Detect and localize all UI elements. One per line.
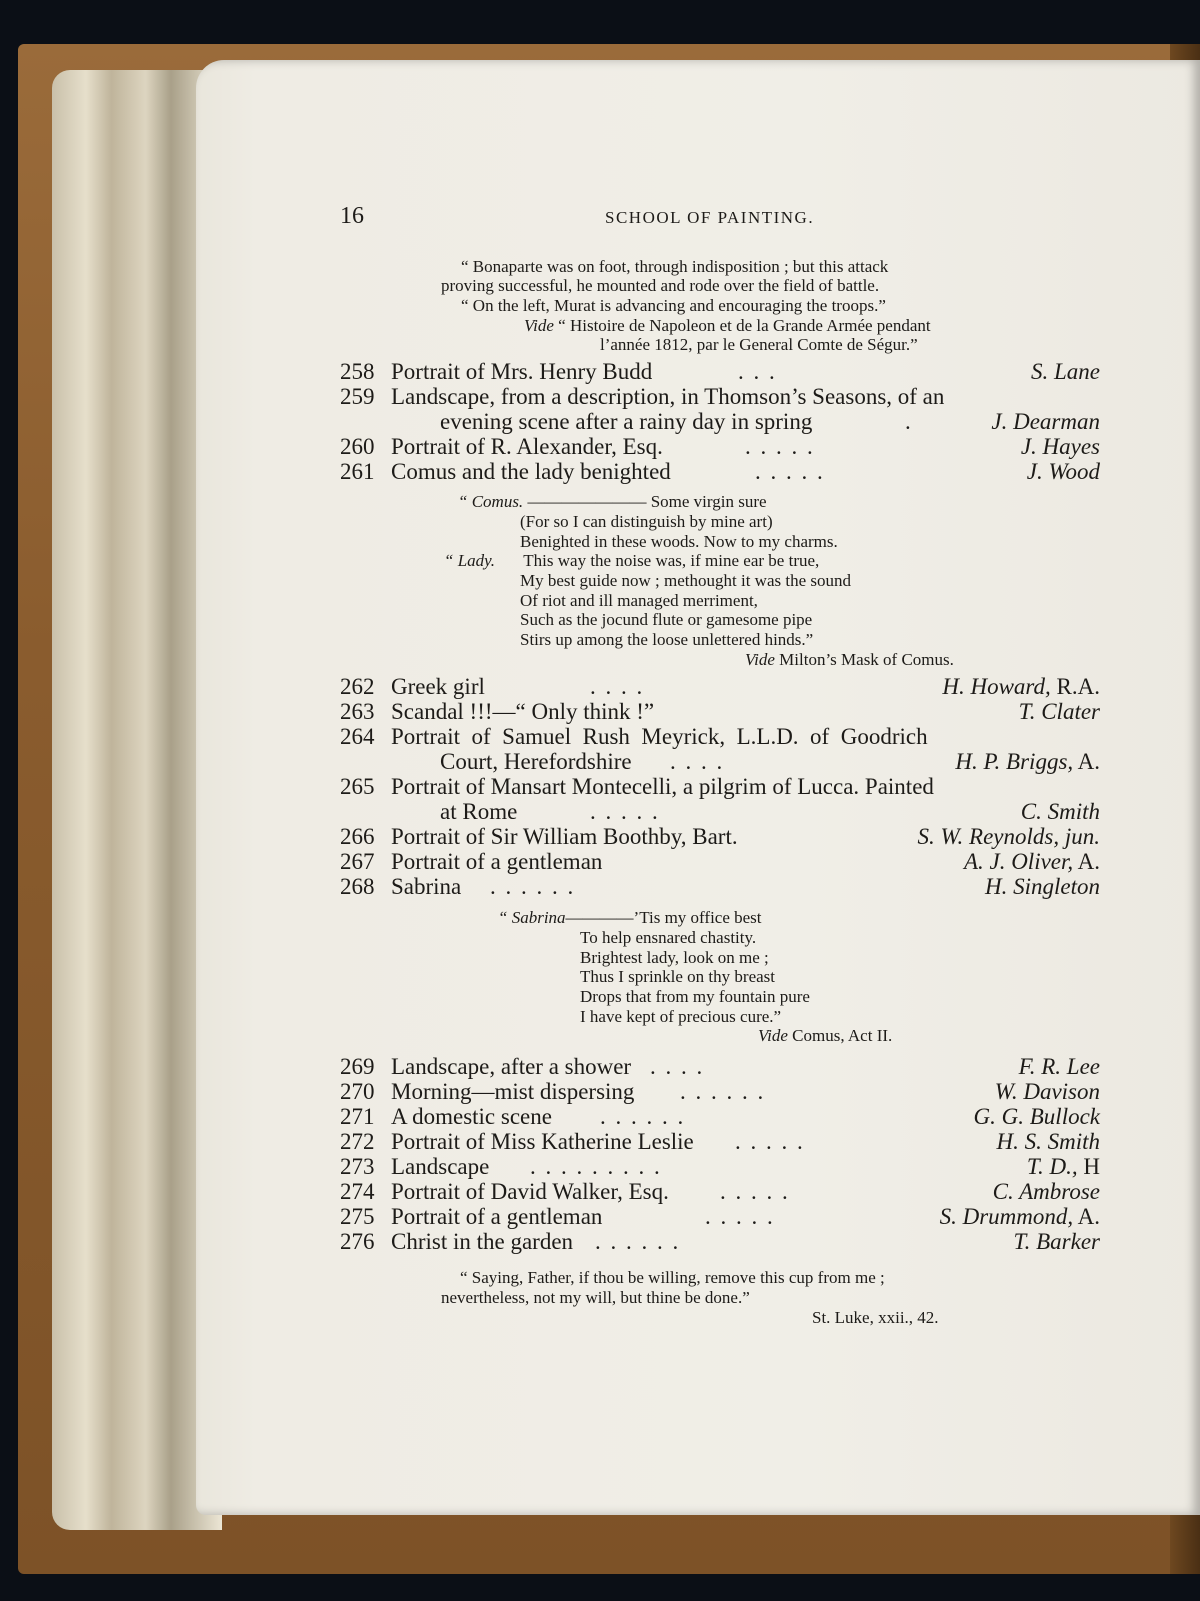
quote-line: Stirs up among the loose unlettered hinds.” — [520, 630, 814, 649]
quote-line: (For so I can distinguish by mine art) — [520, 512, 773, 531]
quote-line: “ Lady. This way the noise was, if mine ear be true, — [444, 551, 820, 570]
catalogue-entry: 273 Landscape . . . . . . . . . T. D., H — [340, 1154, 1100, 1179]
entry-continuation-artist: . J. Dearman — [905, 409, 1100, 434]
page-number: 16 — [340, 203, 364, 229]
running-head — [340, 203, 1110, 233]
quote-citation: Vide Comus, Act II. — [758, 1026, 893, 1045]
quote-line: “ On the left, Murat is advancing and encouraging the troops.” — [461, 296, 886, 315]
entry-continuation: evening scene after a rainy day in spring — [440, 409, 813, 434]
catalogue-entry: 264 Portrait of Samuel Rush Meyrick, L.L.D. of Goodrich — [340, 724, 928, 749]
catalogue-entry: 265 Portrait of Mansart Montecelli, a pilgrim of Lucca. Painted — [340, 774, 934, 799]
catalogue-entry: 276 Christ in the garden . . . . . . T. Barker — [340, 1229, 1100, 1254]
entry-continuation: Court, Herefordshire — [440, 749, 632, 774]
catalogue-entry: 275 Portrait of a gentleman . . . . . S. Drummond, A. — [340, 1204, 1100, 1229]
catalogue-entry: 262 Greek girl . . . . H. Howard, R.A. — [340, 674, 1100, 699]
quote-citation: Vide Milton’s Mask of Comus. — [745, 650, 954, 669]
catalogue-entry: 271 A domestic scene . . . . . . G. G. Bullock — [340, 1104, 1100, 1129]
quote-line: proving successful, he mounted and rode over the field of battle. — [441, 276, 880, 295]
catalogue-entry: 268 Sabrina . . . . . . H. Singleton — [340, 874, 1100, 899]
quote-line: “ Sabrina————’Tis my office best — [498, 908, 762, 927]
catalogue-entry: 274 Portrait of David Walker, Esq. . . . . . C. Ambrose — [340, 1179, 1100, 1204]
quote-line: I have kept of precious cure.” — [580, 1007, 782, 1026]
quote-line: Benighted in these woods. Now to my charms. — [520, 532, 838, 551]
section-title: SCHOOL OF PAINTING. — [605, 208, 815, 227]
quote-line: Of riot and ill managed merriment, — [520, 591, 758, 610]
quote-line: Such as the jocund flute or gamesome pipe — [520, 610, 813, 629]
catalogue-entry: 272 Portrait of Miss Katherine Leslie . . . . . H. S. Smith — [340, 1129, 1100, 1154]
catalogue-entry: 269 Landscape, after a shower . . . . F. R. Lee — [340, 1054, 1100, 1079]
catalogue-entry: 261 Comus and the lady benighted . . . . . J. Wood — [340, 459, 1100, 484]
quote-line: Brightest lady, look on me ; — [580, 948, 769, 967]
catalogue-entry: 267 Portrait of a gentleman A. J. Oliver, A. — [340, 849, 1100, 874]
quote-line: Thus I sprinkle on thy breast — [580, 967, 775, 986]
entry-continuation-artist: . . . . H. P. Briggs, A. — [670, 749, 1100, 774]
quote-line: My best guide now ; methought it was the sound — [520, 571, 852, 590]
entry-continuation-artist: . . . . . C. Smith — [590, 799, 1100, 824]
catalogue-entry: 263 Scandal !!!—“ Only think !” T. Clater — [340, 699, 1100, 724]
catalogue-entry: 258 Portrait of Mrs. Henry Budd . . . S. Lane — [340, 359, 1100, 384]
quote-citation-line: l’année 1812, par le General Comte de Ségur.” — [600, 335, 918, 354]
quote-line: nevertheless, not my will, but thine be done.” — [441, 1288, 750, 1307]
entry-continuation: at Rome — [440, 799, 518, 824]
quote-line: “ Bonaparte was on foot, through indisposition ; but this attack — [461, 257, 889, 276]
catalogue-entry: 266 Portrait of Sir William Boothby, Bart. S. W. Reynolds, jun. — [340, 824, 1100, 849]
quote-line: “ Comus. ——————— Some virgin sure — [458, 492, 767, 511]
quote-citation: Vide “ Histoire de Napoleon et de la Grande Armée pendant — [524, 316, 931, 335]
catalogue-entry: 259 Landscape, from a description, in Thomson’s Seasons, of an — [340, 384, 945, 409]
catalogue-entry: 270 Morning—mist dispersing . . . . . . W. Davison — [340, 1079, 1100, 1104]
catalogue-entry: 260 Portrait of R. Alexander, Esq. . . . . . J. Hayes — [340, 434, 1100, 459]
quote-line: “ Saying, Father, if thou be willing, remove this cup from me ; — [460, 1268, 885, 1287]
quote-line: To help ensnared chastity. — [580, 928, 757, 947]
quote-citation: St. Luke, xxii., 42. — [812, 1308, 939, 1327]
quote-line: Drops that from my fountain pure — [580, 987, 810, 1006]
